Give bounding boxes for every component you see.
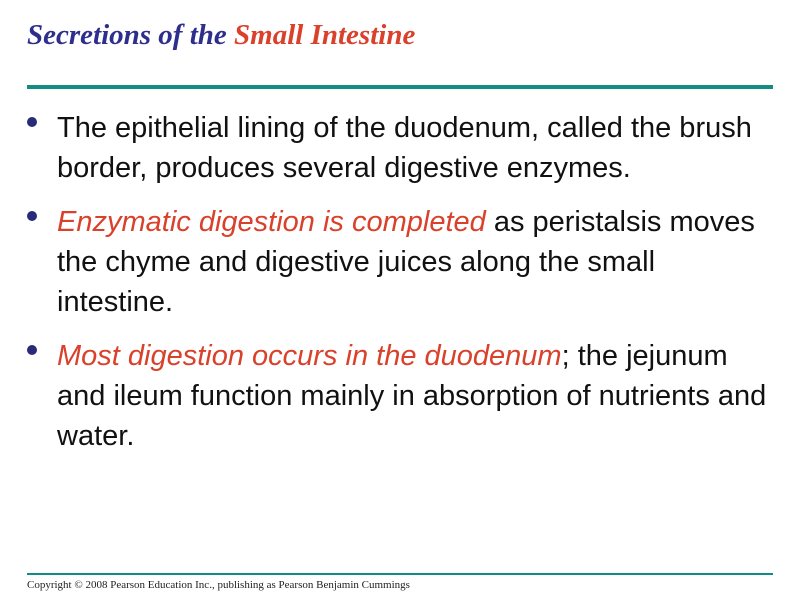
footer-divider xyxy=(27,573,773,575)
title-plain-text: Secretions of the xyxy=(27,19,227,51)
bullet-dot-icon xyxy=(27,345,37,355)
copyright-notice: Copyright © 2008 Pearson Education Inc., publishing as Pearson Benjamin Cummings xyxy=(27,579,410,591)
bullet-text: as peristalsis moves the chyme and digestive juices along the small intestine. xyxy=(57,206,755,318)
title-accent-text: Small Intestine xyxy=(234,19,416,51)
slide-title xyxy=(27,17,415,53)
bullet-list xyxy=(27,108,772,470)
bullet-dot-icon xyxy=(27,211,37,221)
bullet-text: The epithelial lining of the duodenum, called the brush border, produces several digestive enzymes. xyxy=(57,112,752,184)
bullet-emphasis: Enzymatic digestion is completed xyxy=(57,206,486,238)
title-divider xyxy=(27,85,773,89)
bullet-emphasis: Most digestion occurs in the duodenum xyxy=(57,340,562,372)
bullet-item-epithelial-lining xyxy=(27,108,772,188)
bullet-dot-icon xyxy=(27,117,37,127)
bullet-text: ; the jejunum and ileum function mainly in absorption of nutrients and water. xyxy=(57,340,767,452)
bullet-item-duodenum-digestion xyxy=(27,336,772,456)
bullet-item-enzymatic-digestion xyxy=(27,202,772,322)
